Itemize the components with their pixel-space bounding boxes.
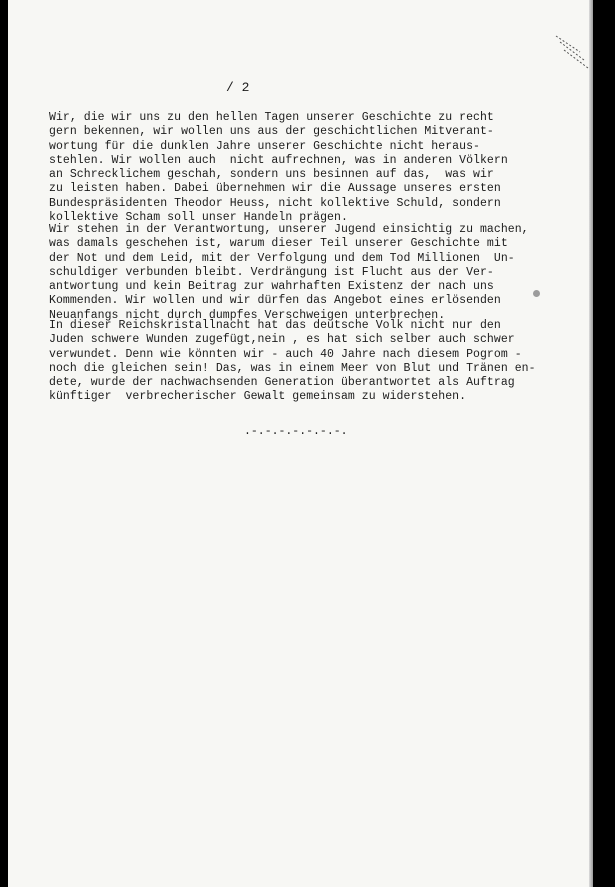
paragraph-line: Bundespräsidenten Theodor Heuss, nicht kollektive Schuld, sondern [49, 196, 501, 210]
paragraph-line: der Not und dem Leid, mit der Verfolgung und dem Tod Millionen Un- [49, 251, 515, 265]
paragraph-line: künftiger verbrecherischer Gewalt gemeinsam zu widerstehen. [49, 390, 467, 404]
paragraph-line: antwortung und kein Beitrag zur wahrhaften Existenz der nach uns [49, 280, 494, 294]
paragraph-line: Wir stehen in der Verantwortung, unserer Jugend einsichtig zu machen, [49, 223, 529, 236]
document-page [8, 0, 604, 887]
paragraph-line: Kommenden. Wir wollen und wir dürfen das Angebot eines erlösenden [49, 294, 501, 308]
paragraph-line: an Schrecklichem geschah, sondern uns besinnen auf das, was wir [49, 168, 494, 182]
paragraph-line: wortung für die dunklen Jahre unserer Geschichte nicht heraus- [49, 139, 480, 153]
punch-hole-mark [533, 290, 540, 297]
paragraph-line: gern bekennen, wir wollen uns aus der geschichtlichen Mitverant- [49, 125, 494, 139]
paragraph-line: was damals geschehen ist, warum dieser Teil unserer Geschichte mit [49, 237, 508, 251]
page-number: / 2 [226, 80, 250, 95]
paragraph-line: verwundet. Denn wie könnten wir - auch 40 Jahre nach diesem Pogrom - [49, 347, 522, 361]
closing-separator: .-.-.-.-.-.-.-. [244, 425, 348, 438]
paragraph-line: Juden schwere Wunden zugefügt,nein , es hat sich selber auch schwer [49, 333, 515, 347]
paragraph-line: zu leisten haben. Dabei übernehmen wir die Aussage unseres ersten [49, 182, 501, 196]
paragraph-line: stehlen. Wir wollen auch nicht aufrechnen, was in anderen Völkern [49, 153, 508, 167]
scan-artifact-marks [550, 30, 590, 80]
paragraph-3 [49, 319, 536, 405]
paragraph-2 [49, 223, 529, 323]
paragraph-line: In dieser Reichskristallnacht hat das deutsche Volk nicht nur den [49, 319, 501, 332]
paragraph-line: Wir, die wir uns zu den hellen Tagen unserer Geschichte zu recht [49, 111, 494, 124]
paragraph-1 [49, 111, 508, 225]
paragraph-line: Neuanfangs nicht durch dumpfes Verschweigen unterbrechen. [49, 308, 446, 322]
paragraph-line: kollektive Scham soll unser Handeln prägen. [49, 211, 348, 225]
paragraph-line: schuldiger verbunden bleibt. Verdrängung ist Flucht aus der Ver- [49, 265, 494, 279]
paragraph-line: dete, wurde der nachwachsenden Generation überantwortet als Auftrag [49, 376, 515, 390]
paragraph-line: noch die gleichen sein! Das, was in einem Meer von Blut und Tränen en- [49, 361, 536, 375]
scan-border [593, 0, 604, 887]
